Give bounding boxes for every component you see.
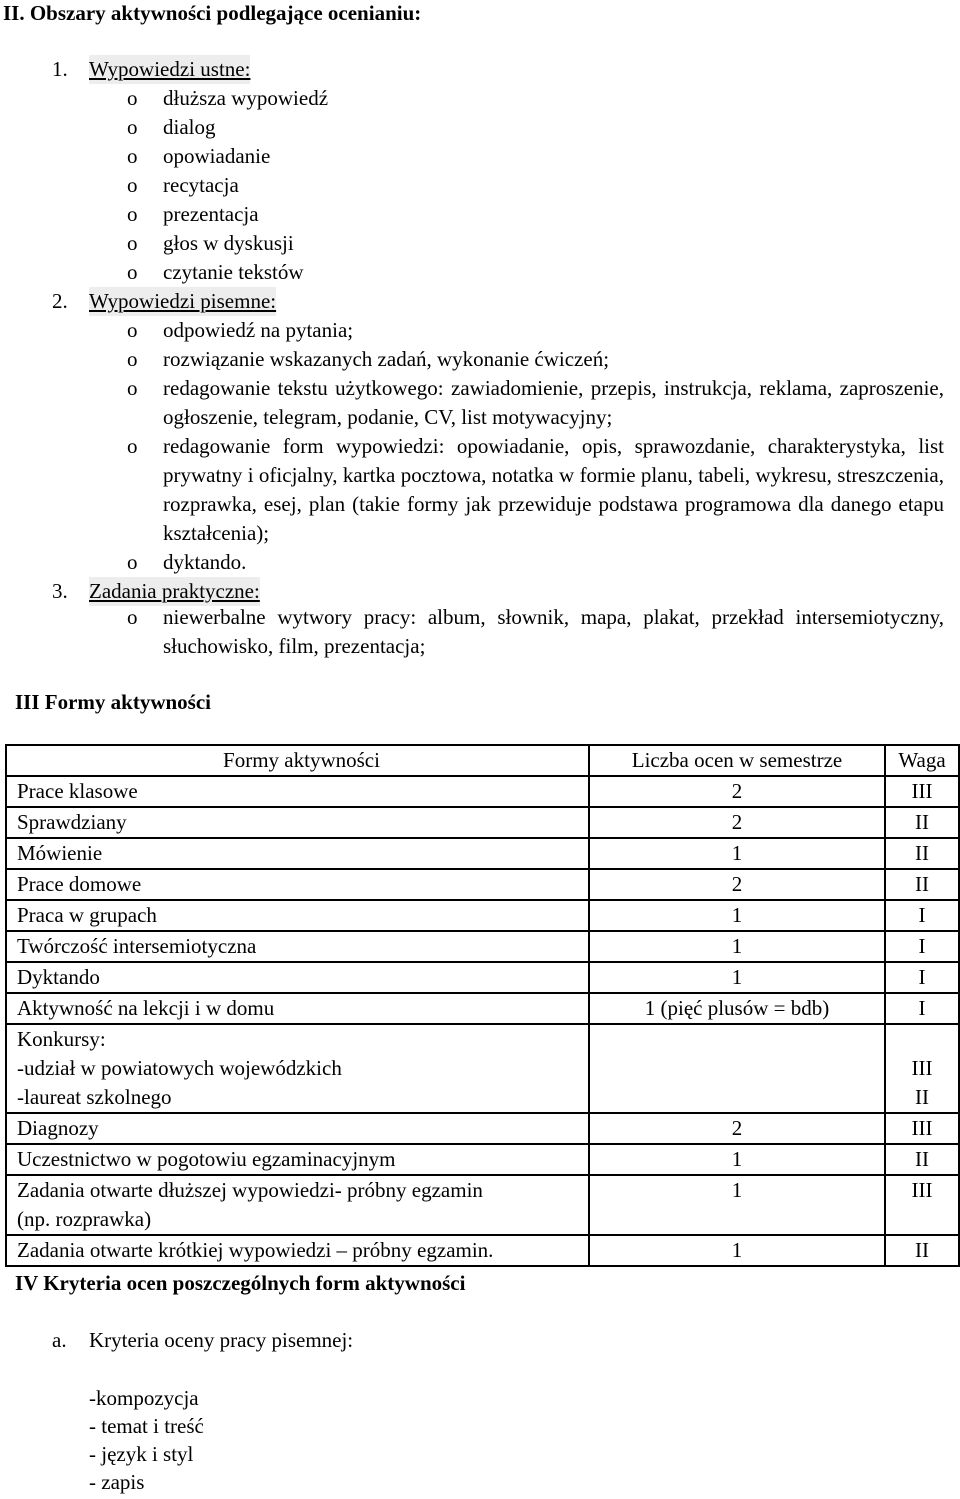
subsection-number: a. — [52, 1328, 67, 1352]
bullet: o — [127, 231, 138, 255]
table-cell-count: 2 — [589, 807, 885, 838]
table-cell-line: (np. rozprawka) — [17, 1207, 152, 1231]
list-item: odpowiedź na pytania; — [163, 318, 354, 342]
group-1-number: 1. — [52, 57, 68, 81]
table-cell-count: 1 — [589, 838, 885, 869]
table-header-cell: Liczba ocen w semestrze — [589, 745, 885, 776]
table-cell-count: 2 — [589, 869, 885, 900]
table-cell-weight: II — [885, 1144, 959, 1175]
table-cell-weight: I — [885, 900, 959, 931]
table-cell-form: Diagnozy — [6, 1113, 589, 1144]
subsection-title: Kryteria oceny pracy pisemnej: — [89, 1328, 354, 1352]
table-cell-count: 2 — [589, 1113, 885, 1144]
group-3-title: Zadania praktyczne: — [89, 577, 260, 606]
bullet: o — [127, 86, 138, 110]
table-cell-weight: II — [885, 807, 959, 838]
forms-table — [5, 744, 960, 1267]
table-row — [6, 1113, 959, 1144]
bullet: o — [127, 376, 138, 400]
table-cell-form: Praca w grupach — [6, 900, 589, 931]
table-cell-count: 1 — [589, 1175, 885, 1235]
table-cell-weight: III — [885, 1175, 959, 1235]
table-row — [6, 993, 959, 1024]
criteria-item: - temat i treść — [89, 1414, 204, 1438]
table-cell-form — [6, 1024, 589, 1113]
table-cell-count: 2 — [589, 776, 885, 807]
bullet: o — [127, 260, 138, 284]
group-1-title: Wypowiedzi ustne: — [89, 55, 250, 84]
table-row — [6, 838, 959, 869]
table-header-cell: Formy aktywności — [6, 745, 589, 776]
table-row — [6, 1175, 959, 1235]
table-cell-line: II — [915, 1085, 929, 1109]
table-cell-count: 1 (pięć plusów = bdb) — [589, 993, 885, 1024]
group-2-title: Wypowiedzi pisemne: — [89, 287, 276, 316]
table-row — [6, 1024, 959, 1113]
table-cell-count: 1 — [589, 1144, 885, 1175]
table-cell-form: Mówienie — [6, 838, 589, 869]
table-cell-line: III — [911, 1056, 933, 1080]
table-cell-line — [888, 1025, 956, 1054]
bullet: o — [127, 550, 138, 574]
table-cell-line: Konkursy: — [17, 1027, 106, 1051]
group-2-number: 2. — [52, 289, 68, 313]
section-2-title: II. Obszary aktywności podlegające ocenianiu: — [3, 1, 422, 25]
bullet: o — [127, 318, 138, 342]
criteria-item: - język i styl — [89, 1442, 194, 1466]
bullet: o — [127, 605, 138, 629]
section-4-title: IV Kryteria ocen poszczególnych form aktywności — [15, 1271, 466, 1295]
list-item: dialog — [163, 115, 216, 139]
table-cell-form: Uczestnictwo w pogotowiu egzaminacyjnym — [6, 1144, 589, 1175]
table-cell-weight: II — [885, 1235, 959, 1266]
table-row — [6, 962, 959, 993]
table-cell-form: Prace klasowe — [6, 776, 589, 807]
table-cell-form — [6, 1175, 589, 1235]
table-cell-count — [589, 1024, 885, 1113]
list-item: niewerbalne wytwory pracy: album, słownik, mapa, plakat, przekład intersemiotyczny, słuchowisko, film, prezentacja; — [163, 605, 944, 658]
table-cell-form: Twórczość intersemiotyczna — [6, 931, 589, 962]
list-item: recytacja — [163, 173, 239, 197]
criteria-item: -kompozycja — [89, 1386, 199, 1410]
bullet: o — [127, 347, 138, 371]
table-row — [6, 900, 959, 931]
list-item: dyktando. — [163, 550, 247, 574]
table-cell-weight: II — [885, 838, 959, 869]
list-item: czytanie tekstów — [163, 260, 304, 284]
group-3-number: 3. — [52, 579, 68, 603]
table-row — [6, 931, 959, 962]
table-header-row — [6, 745, 959, 776]
table-cell-weight: III — [885, 776, 959, 807]
bullet: o — [127, 173, 138, 197]
table-header-cell: Waga — [885, 745, 959, 776]
list-item: redagowanie tekstu użytkowego: zawiadomienie, przepis, instrukcja, reklama, zaproszenie, ogłoszenie, telegram, podanie, CV, list motywacyjny; — [163, 376, 944, 429]
table-cell-form: Aktywność na lekcji i w domu — [6, 993, 589, 1024]
table-cell-weight: II — [885, 869, 959, 900]
list-item: dłuższa wypowiedź — [163, 86, 329, 110]
table-cell-line: -laureat szkolnego — [17, 1085, 172, 1109]
table-cell-count: 1 — [589, 962, 885, 993]
bullet: o — [127, 434, 138, 458]
table-row — [6, 807, 959, 838]
table-row — [6, 1235, 959, 1266]
table-row — [6, 776, 959, 807]
criteria-item: - zapis — [89, 1470, 145, 1494]
section-3-title: III Formy aktywności — [15, 690, 212, 714]
bullet: o — [127, 115, 138, 139]
list-item: redagowanie form wypowiedzi: opowiadanie, opis, sprawozdanie, charakterystyka, list prywatny i oficjalny, kartka pocztowa, notatka w formie planu, tabeli, wykresu, streszczenia, rozprawka, esej, plan (takie formy jak przewiduje podstawa programowa dla danego etapu kształcenia); — [163, 434, 944, 545]
table-cell-weight: I — [885, 993, 959, 1024]
table-cell-weight — [885, 1024, 959, 1113]
table-cell-count: 1 — [589, 1235, 885, 1266]
table-row — [6, 1144, 959, 1175]
table-cell-line: Zadania otwarte dłuższej wypowiedzi- próbny egzamin — [17, 1178, 483, 1202]
list-item: opowiadanie — [163, 144, 271, 168]
table-cell-weight: III — [885, 1113, 959, 1144]
bullet: o — [127, 144, 138, 168]
table-cell-form: Sprawdziany — [6, 807, 589, 838]
table-cell-form: Dyktando — [6, 962, 589, 993]
list-item: rozwiązanie wskazanych zadań, wykonanie ćwiczeń; — [163, 347, 610, 371]
table-row — [6, 869, 959, 900]
table-cell-line: -udział w powiatowych wojewódzkich — [17, 1056, 342, 1080]
list-item: prezentacja — [163, 202, 259, 226]
bullet: o — [127, 202, 138, 226]
table-cell-weight: I — [885, 962, 959, 993]
table-cell-count: 1 — [589, 931, 885, 962]
table-cell-form: Prace domowe — [6, 869, 589, 900]
table-cell-form: Zadania otwarte krótkiej wypowiedzi – próbny egzamin. — [6, 1235, 589, 1266]
list-item: głos w dyskusji — [163, 231, 294, 255]
table-cell-weight: I — [885, 931, 959, 962]
table-cell-count: 1 — [589, 900, 885, 931]
